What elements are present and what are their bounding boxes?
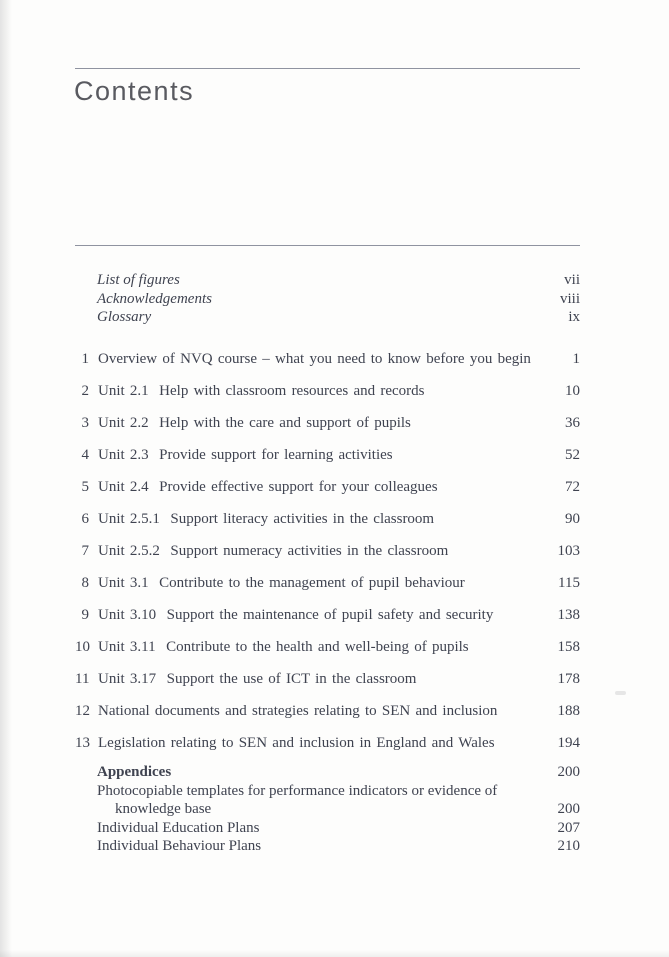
chapter-title: Unit 2.5.2 Support numeracy activities in the classroom (98, 543, 449, 559)
appendices-heading: Appendices (97, 764, 172, 780)
chapter-row (75, 606, 580, 625)
chapter-list (75, 350, 580, 766)
chapter-number: 4 (81, 447, 89, 463)
chapter-number: 5 (81, 479, 89, 495)
chapter-number: 9 (81, 607, 89, 623)
front-matter-list (75, 271, 580, 327)
front-matter-row (75, 271, 580, 290)
chapter-number: 2 (81, 383, 89, 399)
appendix-label: Individual Behaviour Plans (97, 838, 262, 854)
chapter-row (75, 350, 580, 369)
chapter-row (75, 414, 580, 433)
appendix-photocopiable-line2: knowledge base (115, 801, 212, 817)
chapter-row (75, 478, 580, 497)
chapter-title: National documents and strategies relating to SEN and inclusion (98, 703, 498, 719)
chapter-title: Overview of NVQ course – what you need to know before you begin (98, 351, 531, 367)
chapter-title: Unit 2.1 Help with classroom resources and records (98, 383, 425, 399)
chapter-row (75, 638, 580, 657)
chapter-page-number: 103 (557, 543, 580, 559)
appendices-section (75, 763, 580, 856)
chapter-row (75, 510, 580, 529)
chapter-page-number: 52 (565, 447, 580, 463)
appendix-page-number: 210 (557, 838, 580, 854)
chapter-page-number: 10 (565, 383, 580, 399)
appendix-row-photocopiable (75, 782, 580, 819)
chapter-number: 10 (75, 639, 90, 655)
chapter-page-number: 158 (557, 639, 580, 655)
chapter-page-number: 188 (557, 703, 580, 719)
appendices-heading-row (75, 763, 580, 782)
appendices-heading-page-number: 200 (557, 764, 580, 780)
chapter-title: Unit 3.10 Support the maintenance of pupil safety and security (98, 607, 494, 623)
appendix-row (75, 837, 580, 856)
mid-rule (75, 245, 580, 246)
chapter-number: 7 (81, 543, 89, 559)
appendix-photocopiable-text (97, 782, 558, 819)
chapter-page-number: 1 (572, 351, 580, 367)
scan-edge-bottom (0, 950, 669, 957)
front-matter-row (75, 290, 580, 309)
appendix-label: Individual Education Plans (97, 819, 260, 836)
front-matter-label: List of figures (97, 272, 180, 288)
chapter-row (75, 702, 580, 721)
chapter-number: 12 (75, 703, 90, 719)
chapter-title: Unit 2.3 Provide support for learning activities (98, 447, 393, 463)
chapter-page-number: 138 (557, 607, 580, 623)
front-matter-label: Acknowledgements (97, 290, 212, 307)
top-rule (75, 68, 580, 69)
chapter-page-number: 90 (565, 511, 580, 527)
chapter-title: Unit 3.17 Support the use of ICT in the classroom (98, 671, 417, 687)
chapter-title: Unit 2.4 Provide effective support for your colleagues (98, 479, 438, 495)
chapter-title: Unit 2.2 Help with the care and support of pupils (98, 415, 411, 431)
chapter-page-number: 36 (565, 415, 580, 431)
front-matter-label: Glossary (97, 309, 152, 325)
front-matter-page-number: ix (568, 309, 580, 325)
chapter-row (75, 446, 580, 465)
chapter-number: 13 (75, 735, 90, 751)
chapter-page-number: 194 (557, 735, 580, 751)
appendix-photocopiable-page-number: 200 (557, 801, 580, 817)
chapter-page-number: 178 (557, 671, 580, 687)
scan-smudge (615, 691, 626, 695)
chapter-row (75, 574, 580, 593)
appendix-page-number: 207 (557, 819, 580, 836)
chapter-page-number: 72 (565, 479, 580, 495)
chapter-page-number: 115 (558, 575, 580, 591)
scan-edge-left (0, 0, 12, 957)
appendix-row (75, 819, 580, 838)
chapter-title: Unit 2.5.1 Support literacy activities in the classroom (98, 511, 435, 527)
appendix-photocopiable-line1: Photocopiable templates for performance indicators or evidence of (97, 782, 498, 799)
chapter-number: 8 (81, 575, 89, 591)
chapter-title: Legislation relating to SEN and inclusion in England and Wales (98, 735, 495, 751)
page-title: Contents (74, 76, 195, 106)
chapter-title: Unit 3.1 Contribute to the management of pupil behaviour (98, 575, 465, 591)
front-matter-page-number: vii (564, 272, 580, 288)
chapter-number: 3 (81, 415, 89, 431)
chapter-row (75, 542, 580, 561)
chapter-number: 11 (75, 671, 90, 687)
chapter-row (75, 670, 580, 689)
chapter-row (75, 734, 580, 753)
chapter-number: 6 (81, 511, 89, 527)
chapter-number: 1 (81, 351, 89, 367)
front-matter-row (75, 308, 580, 327)
chapter-title: Unit 3.11 Contribute to the health and well-being of pupils (98, 639, 469, 655)
front-matter-page-number: viii (559, 290, 580, 307)
chapter-row (75, 382, 580, 401)
